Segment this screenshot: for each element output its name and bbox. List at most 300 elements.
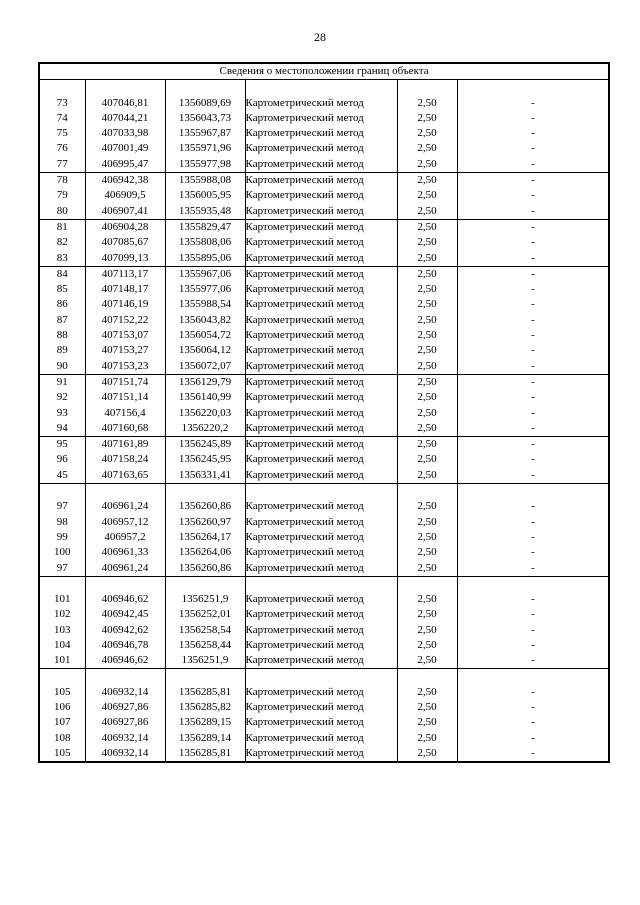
coord-y-cell: 1355967,06	[165, 266, 245, 282]
description-cell: -	[457, 436, 609, 452]
coord-y-cell: 1356252,01	[165, 607, 245, 622]
point-number-cell: 96	[39, 452, 85, 467]
point-number-cell: 99	[39, 530, 85, 545]
coord-x-cell: 406946,62	[85, 653, 165, 669]
point-number-cell: 81	[39, 219, 85, 235]
table-row	[39, 188, 609, 203]
table-row	[39, 700, 609, 715]
empty-cell	[457, 80, 609, 96]
table-row	[39, 560, 609, 576]
accuracy-cell: 2,50	[397, 312, 457, 327]
table-row	[39, 95, 609, 110]
point-number-cell: 78	[39, 172, 85, 188]
coord-y-cell: 1356260,86	[165, 560, 245, 576]
table-row	[39, 530, 609, 545]
coord-x-cell: 407148,17	[85, 282, 165, 297]
coord-x-cell: 406932,14	[85, 746, 165, 762]
accuracy-cell: 2,50	[397, 685, 457, 700]
coord-x-cell: 407046,81	[85, 95, 165, 110]
method-cell: Картометрический метод	[245, 250, 397, 266]
table-row	[39, 746, 609, 762]
description-cell: -	[457, 312, 609, 327]
coord-x-cell: 407113,17	[85, 266, 165, 282]
point-number-cell: 100	[39, 545, 85, 560]
table-row	[39, 730, 609, 745]
coord-x-cell: 406927,86	[85, 700, 165, 715]
empty-cell	[39, 80, 85, 96]
description-cell: -	[457, 560, 609, 576]
method-cell: Картометрический метод	[245, 421, 397, 437]
empty-cell	[39, 669, 85, 685]
description-cell: -	[457, 156, 609, 172]
coord-x-cell: 407151,14	[85, 390, 165, 405]
coord-x-cell: 407153,27	[85, 343, 165, 358]
point-number-cell: 91	[39, 374, 85, 390]
description-cell: -	[457, 203, 609, 219]
description-cell: -	[457, 188, 609, 203]
coord-y-cell: 1355895,06	[165, 250, 245, 266]
accuracy-cell: 2,50	[397, 530, 457, 545]
point-number-cell: 97	[39, 499, 85, 514]
point-number-cell: 74	[39, 111, 85, 126]
table-row	[39, 172, 609, 188]
accuracy-cell: 2,50	[397, 452, 457, 467]
accuracy-cell: 2,50	[397, 622, 457, 637]
point-number-cell: 87	[39, 312, 85, 327]
empty-cell	[85, 669, 165, 685]
coord-y-cell: 1355977,06	[165, 282, 245, 297]
coord-y-cell: 1355967,87	[165, 126, 245, 141]
accuracy-cell: 2,50	[397, 266, 457, 282]
coord-y-cell: 1356089,69	[165, 95, 245, 110]
table-row	[39, 156, 609, 172]
method-cell: Картометрический метод	[245, 405, 397, 420]
empty-cell	[457, 669, 609, 685]
point-number-cell: 82	[39, 235, 85, 250]
accuracy-cell: 2,50	[397, 328, 457, 343]
table-row	[39, 219, 609, 235]
method-cell: Картометрический метод	[245, 452, 397, 467]
accuracy-cell: 2,50	[397, 358, 457, 374]
method-cell: Картометрический метод	[245, 328, 397, 343]
point-number-cell: 106	[39, 700, 85, 715]
coord-x-cell: 406932,14	[85, 730, 165, 745]
point-number-cell: 105	[39, 746, 85, 762]
method-cell: Картометрический метод	[245, 203, 397, 219]
point-number-cell: 97	[39, 560, 85, 576]
point-number-cell: 103	[39, 622, 85, 637]
method-cell: Картометрический метод	[245, 746, 397, 762]
coord-x-cell: 406961,24	[85, 499, 165, 514]
table-title-row	[39, 63, 609, 80]
description-cell: -	[457, 622, 609, 637]
coord-x-cell: 406932,14	[85, 685, 165, 700]
description-cell: -	[457, 390, 609, 405]
coord-y-cell: 1356264,06	[165, 545, 245, 560]
coord-x-cell: 407001,49	[85, 141, 165, 156]
coord-x-cell: 406907,41	[85, 203, 165, 219]
coord-x-cell: 407156,4	[85, 405, 165, 420]
description-cell: -	[457, 746, 609, 762]
coord-x-cell: 406946,78	[85, 638, 165, 653]
table-row	[39, 653, 609, 669]
point-number-cell: 75	[39, 126, 85, 141]
point-number-cell: 107	[39, 715, 85, 730]
table-row	[39, 607, 609, 622]
point-number-cell: 98	[39, 514, 85, 529]
coord-y-cell: 1356331,41	[165, 467, 245, 483]
empty-cell	[165, 80, 245, 96]
empty-cell	[39, 576, 85, 592]
accuracy-cell: 2,50	[397, 405, 457, 420]
table-row	[39, 405, 609, 420]
table-row	[39, 452, 609, 467]
accuracy-cell: 2,50	[397, 282, 457, 297]
table-row	[39, 141, 609, 156]
table-row	[39, 436, 609, 452]
coord-x-cell: 407151,74	[85, 374, 165, 390]
empty-cell	[85, 80, 165, 96]
method-cell: Картометрический метод	[245, 172, 397, 188]
table-row	[39, 545, 609, 560]
accuracy-cell: 2,50	[397, 545, 457, 560]
method-cell: Картометрический метод	[245, 188, 397, 203]
coord-x-cell: 406946,62	[85, 592, 165, 607]
point-number-cell: 92	[39, 390, 85, 405]
description-cell: -	[457, 607, 609, 622]
method-cell: Картометрический метод	[245, 111, 397, 126]
table-row	[39, 499, 609, 514]
method-cell: Картометрический метод	[245, 126, 397, 141]
accuracy-cell: 2,50	[397, 172, 457, 188]
coord-x-cell: 406961,24	[85, 560, 165, 576]
coord-y-cell: 1356072,07	[165, 358, 245, 374]
description-cell: -	[457, 452, 609, 467]
method-cell: Картометрический метод	[245, 266, 397, 282]
group-separator-row	[39, 669, 609, 685]
coord-x-cell: 407044,21	[85, 111, 165, 126]
coord-y-cell: 1356260,86	[165, 499, 245, 514]
point-number-cell: 94	[39, 421, 85, 437]
point-number-cell: 79	[39, 188, 85, 203]
table-row	[39, 282, 609, 297]
empty-cell	[457, 483, 609, 499]
table-row	[39, 421, 609, 437]
table-row	[39, 638, 609, 653]
table-row	[39, 514, 609, 529]
coord-x-cell: 407146,19	[85, 297, 165, 312]
coord-y-cell: 1355977,98	[165, 156, 245, 172]
method-cell: Картометрический метод	[245, 312, 397, 327]
method-cell: Картометрический метод	[245, 715, 397, 730]
description-cell: -	[457, 499, 609, 514]
accuracy-cell: 2,50	[397, 700, 457, 715]
description-cell: -	[457, 374, 609, 390]
point-number-cell: 95	[39, 436, 85, 452]
description-cell: -	[457, 653, 609, 669]
table-row	[39, 312, 609, 327]
accuracy-cell: 2,50	[397, 126, 457, 141]
coord-y-cell: 1356258,44	[165, 638, 245, 653]
coord-y-cell: 1355971,96	[165, 141, 245, 156]
description-cell: -	[457, 250, 609, 266]
method-cell: Картометрический метод	[245, 297, 397, 312]
accuracy-cell: 2,50	[397, 250, 457, 266]
table-row	[39, 111, 609, 126]
table-row	[39, 203, 609, 219]
description-cell: -	[457, 141, 609, 156]
accuracy-cell: 2,50	[397, 235, 457, 250]
method-cell: Картометрический метод	[245, 282, 397, 297]
point-number-cell: 73	[39, 95, 85, 110]
description-cell: -	[457, 297, 609, 312]
description-cell: -	[457, 343, 609, 358]
point-number-cell: 77	[39, 156, 85, 172]
accuracy-cell: 2,50	[397, 156, 457, 172]
group-separator-row	[39, 483, 609, 499]
table-row	[39, 358, 609, 374]
method-cell: Картометрический метод	[245, 653, 397, 669]
description-cell: -	[457, 282, 609, 297]
table-row	[39, 715, 609, 730]
method-cell: Картометрический метод	[245, 95, 397, 110]
method-cell: Картометрический метод	[245, 436, 397, 452]
method-cell: Картометрический метод	[245, 530, 397, 545]
description-cell: -	[457, 700, 609, 715]
coord-y-cell: 1355829,47	[165, 219, 245, 235]
point-number-cell: 88	[39, 328, 85, 343]
method-cell: Картометрический метод	[245, 219, 397, 235]
method-cell: Картометрический метод	[245, 141, 397, 156]
coord-x-cell: 407099,13	[85, 250, 165, 266]
method-cell: Картометрический метод	[245, 545, 397, 560]
empty-cell	[245, 669, 397, 685]
point-number-cell: 85	[39, 282, 85, 297]
coord-x-cell: 407160,68	[85, 421, 165, 437]
coord-y-cell: 1356245,95	[165, 452, 245, 467]
coord-y-cell: 1356043,82	[165, 312, 245, 327]
method-cell: Картометрический метод	[245, 592, 397, 607]
accuracy-cell: 2,50	[397, 421, 457, 437]
coord-y-cell: 1356129,79	[165, 374, 245, 390]
description-cell: -	[457, 219, 609, 235]
coord-x-cell: 407161,89	[85, 436, 165, 452]
method-cell: Картометрический метод	[245, 390, 397, 405]
table-title: Сведения о местоположении границ объекта	[39, 63, 609, 80]
accuracy-cell: 2,50	[397, 499, 457, 514]
description-cell: -	[457, 421, 609, 437]
point-number-cell: 76	[39, 141, 85, 156]
coord-y-cell: 1356064,12	[165, 343, 245, 358]
description-cell: -	[457, 405, 609, 420]
empty-cell	[397, 483, 457, 499]
accuracy-cell: 2,50	[397, 730, 457, 745]
point-number-cell: 101	[39, 592, 85, 607]
accuracy-cell: 2,50	[397, 746, 457, 762]
coord-x-cell: 407153,23	[85, 358, 165, 374]
method-cell: Картометрический метод	[245, 514, 397, 529]
group-separator-row	[39, 576, 609, 592]
accuracy-cell: 2,50	[397, 141, 457, 156]
coord-y-cell: 1356005,95	[165, 188, 245, 203]
coord-y-cell: 1356285,81	[165, 746, 245, 762]
empty-cell	[85, 576, 165, 592]
coord-y-cell: 1356140,99	[165, 390, 245, 405]
coord-y-cell: 1356245,89	[165, 436, 245, 452]
coord-y-cell: 1356264,17	[165, 530, 245, 545]
coord-y-cell: 1356054,72	[165, 328, 245, 343]
empty-cell	[397, 576, 457, 592]
empty-cell	[165, 483, 245, 499]
table-row	[39, 467, 609, 483]
coord-y-cell: 1356043,73	[165, 111, 245, 126]
method-cell: Картометрический метод	[245, 700, 397, 715]
coord-y-cell: 1356260,97	[165, 514, 245, 529]
empty-cell	[245, 576, 397, 592]
description-cell: -	[457, 235, 609, 250]
description-cell: -	[457, 172, 609, 188]
description-cell: -	[457, 358, 609, 374]
point-number-cell: 90	[39, 358, 85, 374]
point-number-cell: 83	[39, 250, 85, 266]
empty-cell	[165, 576, 245, 592]
point-number-cell: 105	[39, 685, 85, 700]
accuracy-cell: 2,50	[397, 297, 457, 312]
description-cell: -	[457, 126, 609, 141]
table-row	[39, 343, 609, 358]
coord-y-cell: 1356220,2	[165, 421, 245, 437]
table-row	[39, 235, 609, 250]
coord-x-cell: 406995,47	[85, 156, 165, 172]
coord-y-cell: 1356285,82	[165, 700, 245, 715]
accuracy-cell: 2,50	[397, 188, 457, 203]
description-cell: -	[457, 467, 609, 483]
description-cell: -	[457, 545, 609, 560]
accuracy-cell: 2,50	[397, 560, 457, 576]
coord-y-cell: 1355988,08	[165, 172, 245, 188]
point-number-cell: 104	[39, 638, 85, 653]
coord-x-cell: 407085,67	[85, 235, 165, 250]
accuracy-cell: 2,50	[397, 219, 457, 235]
table-body	[39, 63, 609, 762]
empty-cell	[39, 483, 85, 499]
coord-x-cell: 406957,2	[85, 530, 165, 545]
table-row	[39, 250, 609, 266]
point-number-cell: 45	[39, 467, 85, 483]
coord-y-cell: 1355988,54	[165, 297, 245, 312]
accuracy-cell: 2,50	[397, 95, 457, 110]
description-cell: -	[457, 685, 609, 700]
point-number-cell: 86	[39, 297, 85, 312]
empty-cell	[397, 669, 457, 685]
empty-cell	[457, 576, 609, 592]
table-row	[39, 126, 609, 141]
point-number-cell: 89	[39, 343, 85, 358]
coord-x-cell: 406957,12	[85, 514, 165, 529]
method-cell: Картометрический метод	[245, 156, 397, 172]
point-number-cell: 93	[39, 405, 85, 420]
coord-y-cell: 1355935,48	[165, 203, 245, 219]
method-cell: Картометрический метод	[245, 622, 397, 637]
coord-x-cell: 406909,5	[85, 188, 165, 203]
point-number-cell: 108	[39, 730, 85, 745]
empty-cell	[245, 483, 397, 499]
coord-x-cell: 407158,24	[85, 452, 165, 467]
description-cell: -	[457, 530, 609, 545]
accuracy-cell: 2,50	[397, 343, 457, 358]
coord-y-cell: 1356251,9	[165, 592, 245, 607]
description-cell: -	[457, 730, 609, 745]
empty-cell	[397, 80, 457, 96]
method-cell: Картометрический метод	[245, 560, 397, 576]
method-cell: Картометрический метод	[245, 358, 397, 374]
coord-y-cell: 1355808,06	[165, 235, 245, 250]
coord-x-cell: 406942,45	[85, 607, 165, 622]
table-row	[39, 622, 609, 637]
coord-y-cell: 1356251,9	[165, 653, 245, 669]
method-cell: Картометрический метод	[245, 607, 397, 622]
accuracy-cell: 2,50	[397, 374, 457, 390]
description-cell: -	[457, 715, 609, 730]
coord-x-cell: 407033,98	[85, 126, 165, 141]
accuracy-cell: 2,50	[397, 638, 457, 653]
accuracy-cell: 2,50	[397, 607, 457, 622]
table-row	[39, 390, 609, 405]
table-row	[39, 685, 609, 700]
coord-y-cell: 1356289,14	[165, 730, 245, 745]
coord-y-cell: 1356258,54	[165, 622, 245, 637]
coord-y-cell: 1356220,03	[165, 405, 245, 420]
accuracy-cell: 2,50	[397, 390, 457, 405]
description-cell: -	[457, 266, 609, 282]
description-cell: -	[457, 95, 609, 110]
coord-x-cell: 406942,38	[85, 172, 165, 188]
description-cell: -	[457, 638, 609, 653]
empty-cell	[245, 80, 397, 96]
boundary-coordinates-table	[38, 62, 610, 763]
method-cell: Картометрический метод	[245, 499, 397, 514]
coord-x-cell: 406927,86	[85, 715, 165, 730]
accuracy-cell: 2,50	[397, 467, 457, 483]
coord-x-cell: 406961,33	[85, 545, 165, 560]
table-row	[39, 297, 609, 312]
empty-cell	[85, 483, 165, 499]
accuracy-cell: 2,50	[397, 111, 457, 126]
point-number-cell: 101	[39, 653, 85, 669]
method-cell: Картометрический метод	[245, 730, 397, 745]
group-separator-row	[39, 80, 609, 96]
coord-x-cell: 407163,65	[85, 467, 165, 483]
description-cell: -	[457, 592, 609, 607]
table-row	[39, 592, 609, 607]
accuracy-cell: 2,50	[397, 592, 457, 607]
point-number-cell: 84	[39, 266, 85, 282]
table-row	[39, 374, 609, 390]
method-cell: Картометрический метод	[245, 638, 397, 653]
accuracy-cell: 2,50	[397, 436, 457, 452]
description-cell: -	[457, 514, 609, 529]
coord-y-cell: 1356285,81	[165, 685, 245, 700]
method-cell: Картометрический метод	[245, 235, 397, 250]
empty-cell	[165, 669, 245, 685]
description-cell: -	[457, 328, 609, 343]
description-cell: -	[457, 111, 609, 126]
table-row	[39, 266, 609, 282]
table-row	[39, 328, 609, 343]
coord-x-cell: 407152,22	[85, 312, 165, 327]
method-cell: Картометрический метод	[245, 685, 397, 700]
method-cell: Картометрический метод	[245, 467, 397, 483]
